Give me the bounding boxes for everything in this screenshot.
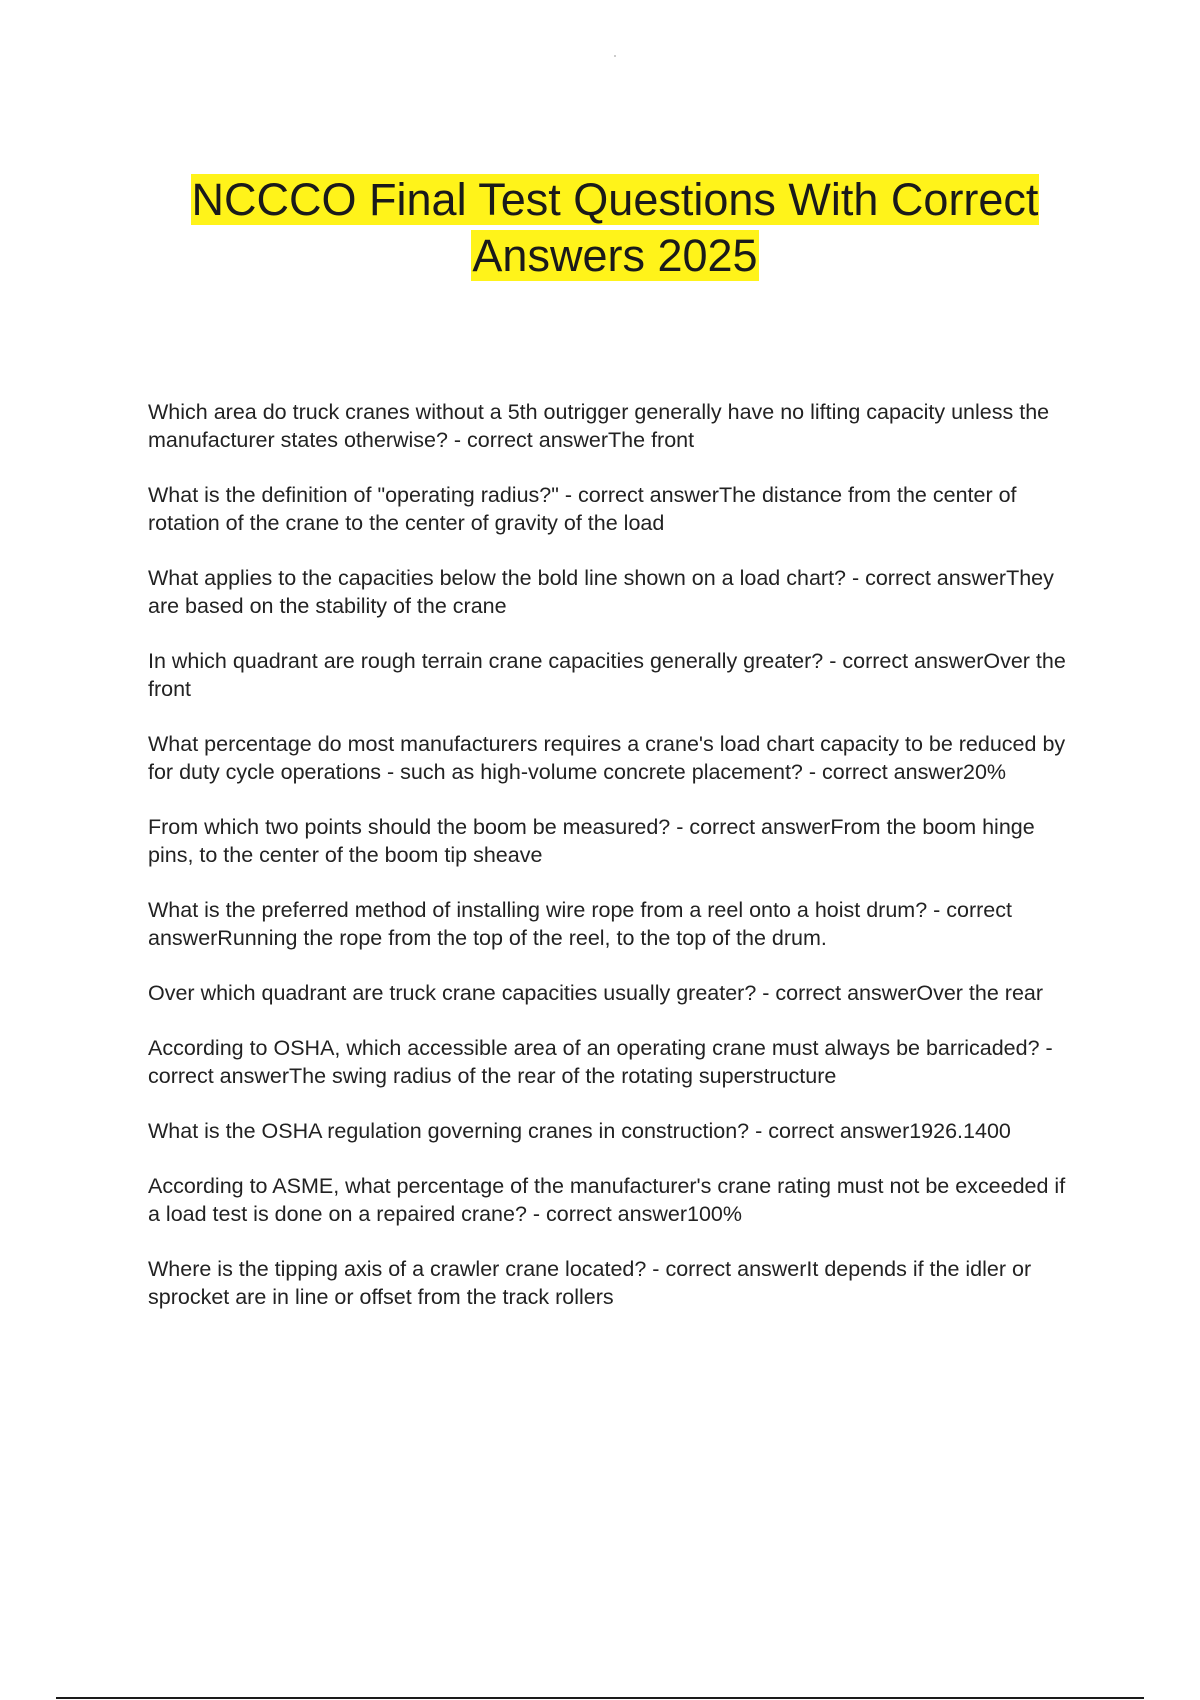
qa-item-2: What is the definition of "operating radius?" - correct answerThe distance from the center of rotation of the crane to the center of gravity of the load [148,483,1017,535]
qa-item-10: What is the OSHA regulation governing cranes in construction? - correct answer1926.1400 [148,1119,1011,1143]
qa-item-12: Where is the tipping axis of a crawler crane located? - correct answerIt depends if the idler or sprocket are in line or offset from the track rollers [148,1257,1032,1309]
qa-item-6: From which two points should the boom be measured? - correct answerFrom the boom hinge pins, to the center of the boom tip sheave [148,815,1035,867]
question-answer-list [148,398,1083,1338]
page-bottom-divider [56,1697,1144,1699]
qa-item-5: What percentage do most manufacturers requires a crane's load chart capacity to be reduced by for duty cycle operations - such as high-volume concrete placement? - correct answer20% [148,732,1066,784]
scan-speck [614,55,616,57]
qa-item-8: Over which quadrant are truck crane capacities usually greater? - correct answerOver the rear [148,981,1044,1005]
document-title [120,172,1110,284]
qa-item-11: According to ASME, what percentage of the manufacturer's crane rating must not be exceeded if a load test is done on a repaired crane? - correct answer100% [148,1174,1066,1226]
title-line-1: NCCCO Final Test Questions With Correct [191,174,1039,225]
qa-item-7: What is the preferred method of installing wire rope from a reel onto a hoist drum? - correct answerRunning the rope from the top of the reel, to the top of the drum. [148,898,1012,950]
qa-item-1: Which area do truck cranes without a 5th outrigger generally have no lifting capacity unless the manufacturer states otherwise? - correct answerThe front [148,400,1050,452]
qa-item-9: According to OSHA, which accessible area of an operating crane must always be barricaded? - correct answerThe swing radius of the rear of the rotating superstructure [148,1036,1053,1088]
title-line-2: Answers 2025 [472,230,758,281]
qa-item-4: In which quadrant are rough terrain crane capacities generally greater? - correct answerOver the front [148,649,1066,701]
qa-item-3: What applies to the capacities below the bold line shown on a load chart? - correct answerThey are based on the stability of the crane [148,566,1054,618]
